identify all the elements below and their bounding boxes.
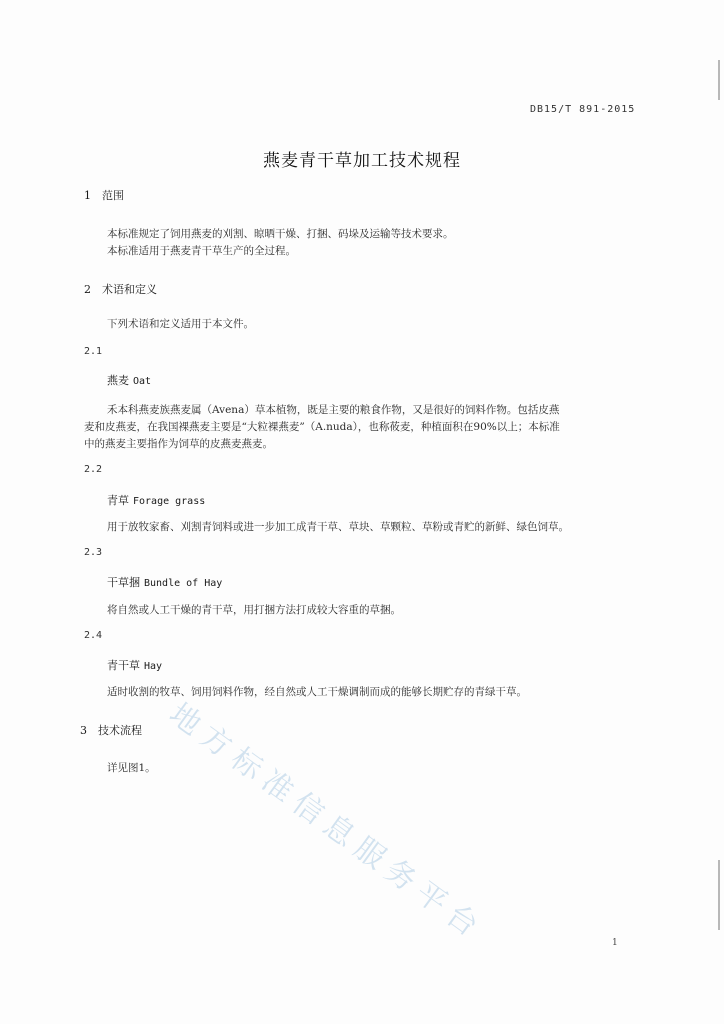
section-3-number: 3 [80,724,87,737]
clause-2-4-number: 2.4 [84,630,103,641]
scan-edge-mark [718,60,720,100]
clause-2-4-term [107,657,162,673]
clause-2-4-definition: 适时收割的牧草、饲用饲料作物，经自然或人工干燥调制而成的能够长期贮存的青绿干草。 [107,686,527,698]
page-number: 1 [612,938,618,948]
section-1-body [107,226,454,260]
term-zh: 干草捆 [107,576,140,589]
clause-2-3-definition: 将自然或人工干燥的青干草，用打捆方法打成较大容重的草捆。 [107,604,401,616]
clause-2-3-term [107,574,222,590]
section-1-para-1: 本标准规定了饲用燕麦的刈割、晾晒干燥、打捆、码垛及运输等技术要求。 [107,228,454,240]
term-en: Oat [133,376,152,387]
section-1-title: 范围 [102,189,124,202]
scan-edge-mark [718,860,720,930]
term-en: Forage grass [133,496,206,507]
section-2-number: 2 [84,283,91,296]
section-2-para-1: 下列术语和定义适用于本文件。 [107,318,254,330]
term-zh: 燕麦 [107,374,129,387]
definition-line: 中的燕麦主要指作为饲草的皮燕麦燕麦。 [84,438,273,450]
clause-2-3-number: 2.3 [84,547,103,558]
document-code: DB15/T 891-2015 [530,104,636,115]
section-2-title: 术语和定义 [102,283,157,296]
section-3-heading [80,722,142,738]
section-1-para-2: 本标准适用于燕麦青干草生产的全过程。 [107,245,296,257]
clause-2-2-definition: 用于放牧家畜、刈割青饲料或进一步加工成青干草、草块、草颗粒、草粉或青贮的新鲜、绿色饲草。 [107,521,569,533]
clause-2-1-number: 2.1 [84,346,103,357]
clause-2-2-number: 2.2 [84,464,103,475]
section-1-heading [84,187,124,203]
watermark-text: 地方标准信息服务平台 [162,696,491,949]
term-zh: 青草 [107,494,129,507]
term-zh: 青干草 [107,659,140,672]
clause-2-1-term [107,372,151,388]
clause-2-1-definition [84,402,560,453]
document-title: 燕麦青干草加工技术规程 [263,151,461,171]
term-en: Hay [144,661,163,672]
definition-line: 麦和皮燕麦，在我国裸燕麦主要是“大粒裸燕麦”（A.nuda），也称莜麦，种植面积在90%以上；本标准 [84,421,560,433]
section-3-title: 技术流程 [98,724,142,737]
section-1-number: 1 [84,189,91,202]
clause-2-2-term [107,492,205,508]
definition-line: 禾本科燕麦族燕麦属（Avena）草本植物，既是主要的粮食作物，又是很好的饲料作物。包括皮燕 [107,404,560,416]
section-2-heading [84,281,157,297]
term-en: Bundle of Hay [144,578,223,589]
section-3-para-1: 详见图1。 [107,762,156,774]
